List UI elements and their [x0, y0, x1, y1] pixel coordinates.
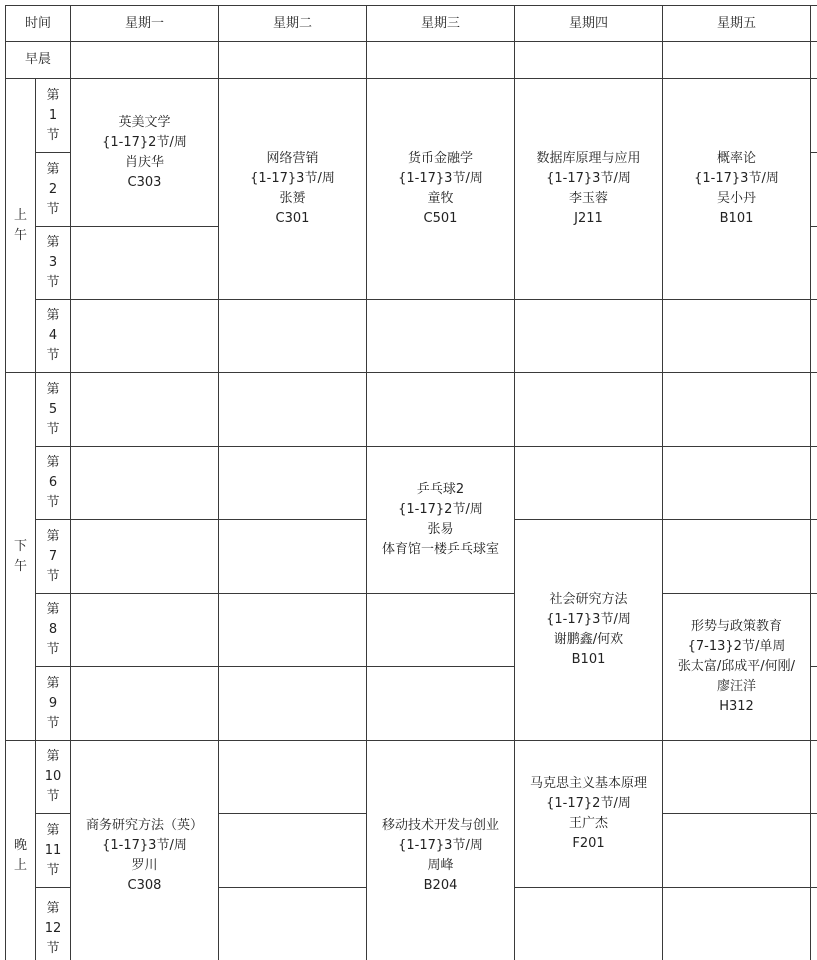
course-teacher: 周峰: [427, 857, 454, 873]
empty-cell: [811, 42, 817, 79]
course-name: 商务研究方法（英）: [85, 817, 203, 833]
empty-cell: [663, 447, 811, 520]
course-block[interactable]: [515, 741, 663, 888]
course-room: B101: [571, 652, 606, 667]
empty-cell: [219, 741, 367, 814]
course-name: 乒乓球2: [416, 482, 465, 497]
period-label: 第 12 节: [36, 888, 71, 960]
period-label: 第 1 节: [36, 79, 71, 153]
empty-cell: [219, 300, 367, 373]
course-name: 概率论: [716, 151, 756, 166]
empty-cell: [515, 42, 663, 79]
empty-cell: [663, 741, 811, 814]
empty-cell: [811, 888, 817, 960]
empty-cell: [811, 814, 817, 888]
empty-cell: [219, 814, 367, 888]
course-name: 数据库原理与应用: [536, 151, 641, 166]
empty-cell: [367, 373, 515, 447]
empty-cell: [219, 42, 367, 79]
empty-cell: [515, 373, 663, 447]
row-label-morning: 早晨: [5, 42, 71, 79]
empty-cell: [663, 42, 811, 79]
empty-cell: [811, 447, 817, 520]
empty-cell: [71, 373, 219, 447]
empty-cell: [515, 300, 663, 373]
course-teacher: 张赟: [279, 191, 306, 206]
empty-cell: [663, 814, 811, 888]
course-name: 马克思主义基本原理: [529, 776, 647, 791]
course-block[interactable]: [663, 594, 811, 741]
course-weeks: {1-17}3节/周: [102, 837, 187, 853]
section-label-evening: 晚 上: [5, 741, 36, 960]
period-label: 第 9 节: [36, 667, 71, 741]
course-weeks: {1-17}2节/周: [102, 134, 187, 150]
empty-cell: [71, 227, 219, 300]
course-block[interactable]: [71, 741, 219, 960]
course-teacher: 张太富/邱成平/何刚/: [677, 659, 796, 674]
header-day-thursday: 星期四: [515, 5, 663, 42]
course-block[interactable]: [515, 79, 663, 300]
course-name: 货币金融学: [407, 151, 473, 166]
course-teacher: 童牧: [427, 191, 454, 206]
header-cut-column: [811, 5, 817, 42]
course-room: 体育馆一楼乒乓球室: [381, 542, 499, 557]
header-day-wednesday: 星期三: [367, 5, 515, 42]
course-name: 移动技术开发与创业: [381, 817, 499, 833]
empty-cell: [663, 520, 811, 594]
header-day-monday: 星期一: [71, 5, 219, 42]
course-room: C308: [127, 877, 162, 893]
empty-cell: [663, 373, 811, 447]
period-label: 第 3 节: [36, 227, 71, 300]
course-weeks: {1-17}3节/周: [546, 612, 631, 627]
empty-cell: [219, 373, 367, 447]
empty-cell: [71, 42, 219, 79]
course-weeks: {1-17}3节/周: [398, 837, 483, 853]
empty-cell: [811, 300, 817, 373]
section-label-am: 上 午: [5, 79, 36, 373]
course-weeks: {1-17}3节/周: [398, 171, 483, 186]
course-room: C303: [127, 174, 162, 190]
course-block[interactable]: [71, 79, 219, 227]
empty-cell: [71, 667, 219, 741]
empty-cell: [219, 520, 367, 594]
empty-cell: [811, 667, 817, 741]
empty-cell: [811, 741, 817, 814]
course-name: 社会研究方法: [549, 592, 628, 607]
course-block[interactable]: [367, 741, 515, 960]
course-room: C501: [423, 211, 458, 226]
course-teacher: 廖汪洋: [716, 679, 756, 694]
empty-cell: [811, 227, 817, 300]
period-label: 第 11 节: [36, 814, 71, 888]
course-name: 网络营销: [266, 151, 319, 166]
empty-cell: [367, 300, 515, 373]
course-teacher: 吴小丹: [716, 191, 756, 206]
empty-cell: [663, 888, 811, 960]
course-teacher: 罗川: [131, 857, 158, 873]
course-name: 英美文学: [118, 114, 171, 130]
period-label: 第 2 节: [36, 153, 71, 227]
course-teacher: 张易: [427, 522, 454, 537]
course-weeks: {1-17}3节/周: [250, 171, 335, 186]
section-label-pm: 下 午: [5, 373, 36, 741]
empty-cell: [811, 153, 817, 227]
empty-cell: [663, 300, 811, 373]
empty-cell: [71, 300, 219, 373]
course-room: C301: [275, 211, 310, 226]
header-day-tuesday: 星期二: [219, 5, 367, 42]
course-weeks: {1-17}3节/周: [546, 171, 631, 186]
header-day-friday: 星期五: [663, 5, 811, 42]
empty-cell: [811, 520, 817, 594]
empty-cell: [219, 888, 367, 960]
course-weeks: {1-17}2节/周: [398, 502, 483, 517]
header-time: 时间: [5, 5, 71, 42]
empty-cell: [811, 373, 817, 447]
empty-cell: [219, 667, 367, 741]
course-weeks: {1-17}2节/周: [546, 796, 631, 811]
empty-cell: [811, 594, 817, 667]
course-room: B204: [423, 877, 458, 893]
course-weeks: {1-17}3节/周: [694, 171, 779, 186]
course-block[interactable]: [515, 520, 663, 741]
empty-cell: [219, 447, 367, 520]
course-block[interactable]: [367, 79, 515, 300]
course-teacher: 李玉蓉: [568, 191, 608, 206]
course-room: H312: [719, 699, 754, 714]
empty-cell: [515, 888, 663, 960]
course-name: 形势与政策教育: [690, 619, 782, 634]
period-label: 第 8 节: [36, 594, 71, 667]
course-teacher: 肖庆华: [124, 154, 164, 170]
course-room: B101: [719, 211, 754, 226]
empty-cell: [367, 667, 515, 741]
empty-cell: [219, 594, 367, 667]
empty-cell: [71, 594, 219, 667]
course-block[interactable]: [367, 447, 515, 594]
empty-cell: [367, 42, 515, 79]
course-block[interactable]: [663, 79, 811, 300]
course-room: J211: [574, 211, 603, 226]
course-weeks: {7-13}2节/单周: [687, 639, 786, 654]
empty-cell: [71, 447, 219, 520]
period-label: 第 6 节: [36, 447, 71, 520]
period-label: 第 4 节: [36, 300, 71, 373]
empty-cell: [811, 79, 817, 153]
period-label: 第 10 节: [36, 741, 71, 814]
course-teacher: 谢鹏鑫/何欢: [553, 632, 624, 647]
empty-cell: [367, 594, 515, 667]
period-label: 第 7 节: [36, 520, 71, 594]
empty-cell: [71, 520, 219, 594]
empty-cell: [515, 447, 663, 520]
course-block[interactable]: [219, 79, 367, 300]
course-room: F201: [572, 836, 605, 851]
period-label: 第 5 节: [36, 373, 71, 447]
course-teacher: 王广杰: [568, 816, 608, 831]
